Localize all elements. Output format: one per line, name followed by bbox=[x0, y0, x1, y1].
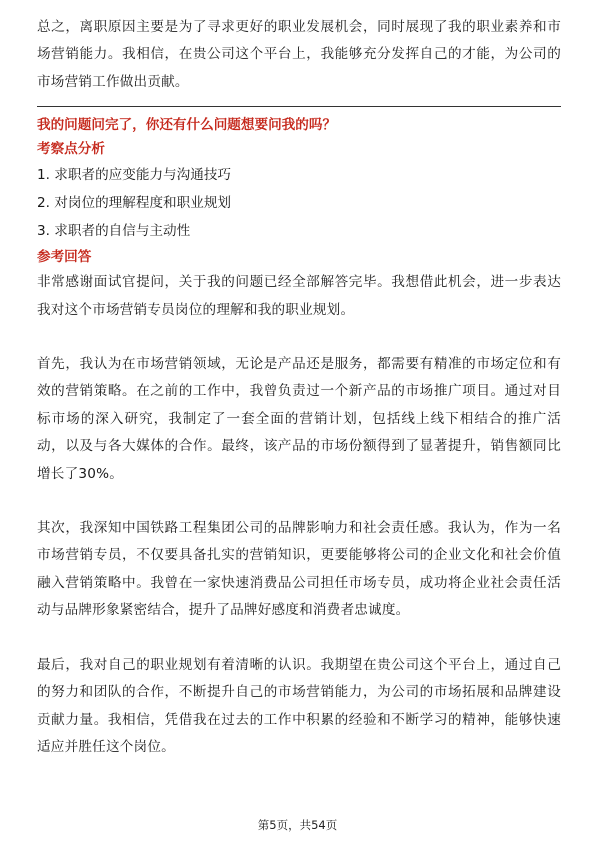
analysis-item: 1. 求职者的应变能力与沟通技巧 bbox=[37, 167, 232, 184]
paragraph-gap bbox=[37, 324, 561, 351]
paragraph-gap bbox=[37, 488, 561, 515]
answer-paragraph: 非常感谢面试官提问，关于我的问题已经全部解答完毕。我想借此机会，进一步表达我对这个市场营销专员岗位的理解和我的职业规划。 bbox=[37, 274, 561, 318]
page-footer: 第5页，共54页 bbox=[257, 818, 338, 832]
interview-question: 我的问题问完了，你还有什么问题想要问我的吗？ bbox=[37, 117, 337, 134]
document-page bbox=[37, 14, 561, 761]
intro-paragraph: 总之，离职原因主要是为了寻求更好的职业发展机会，同时展现了我的职业素养和市场营销能力。我相信，在贵公司这个平台上，我能够充分发挥自己的才能，为公司的市场营销工作做出贡献。 bbox=[37, 19, 561, 90]
answer-title: 参考回答 bbox=[37, 249, 92, 266]
answer-paragraph: 其次，我深知中国铁路工程集团公司的品牌影响力和社会责任感。我认为，作为一名市场营销专员，不仅要具备扎实的营销知识，更要能够将公司的企业文化和社会价值融入营销策略中。我曾在一家快速消费品公司担任市场专员，成功将企业社会责任活动与品牌形象紧密结合，提升了品牌好感度和消费者忠诚度。 bbox=[37, 520, 561, 619]
paragraph-gap bbox=[37, 625, 561, 652]
section-divider bbox=[37, 106, 561, 107]
analysis-title: 考察点分析 bbox=[37, 141, 105, 158]
answer-paragraph: 最后，我对自己的职业规划有着清晰的认识。我期望在贵公司这个平台上，通过自己的努力和团队的合作，不断提升自己的市场营销能力，为公司的市场拓展和品牌建设贡献力量。我相信，凭借我在过去的工作中积累的经验和不断学习的精神，能够快速适应并胜任这个岗位。 bbox=[37, 656, 561, 755]
analysis-item: 3. 求职者的自信与主动性 bbox=[37, 223, 191, 240]
answer-paragraph: 首先，我认为在市场营销领域，无论是产品还是服务，都需要有精准的市场定位和有效的营销策略。在之前的工作中，我曾负责过一个新产品的市场推广项目。通过对目标市场的深入研究，我制定了一套全面的营销计划，包括线上线下相结合的推广活动，以及与各大媒体的合作。最终，该产品的市场份额得到了显著提升，销售额同比增长了30%。 bbox=[37, 356, 561, 482]
analysis-item: 2. 对岗位的理解程度和职业规划 bbox=[37, 195, 232, 212]
